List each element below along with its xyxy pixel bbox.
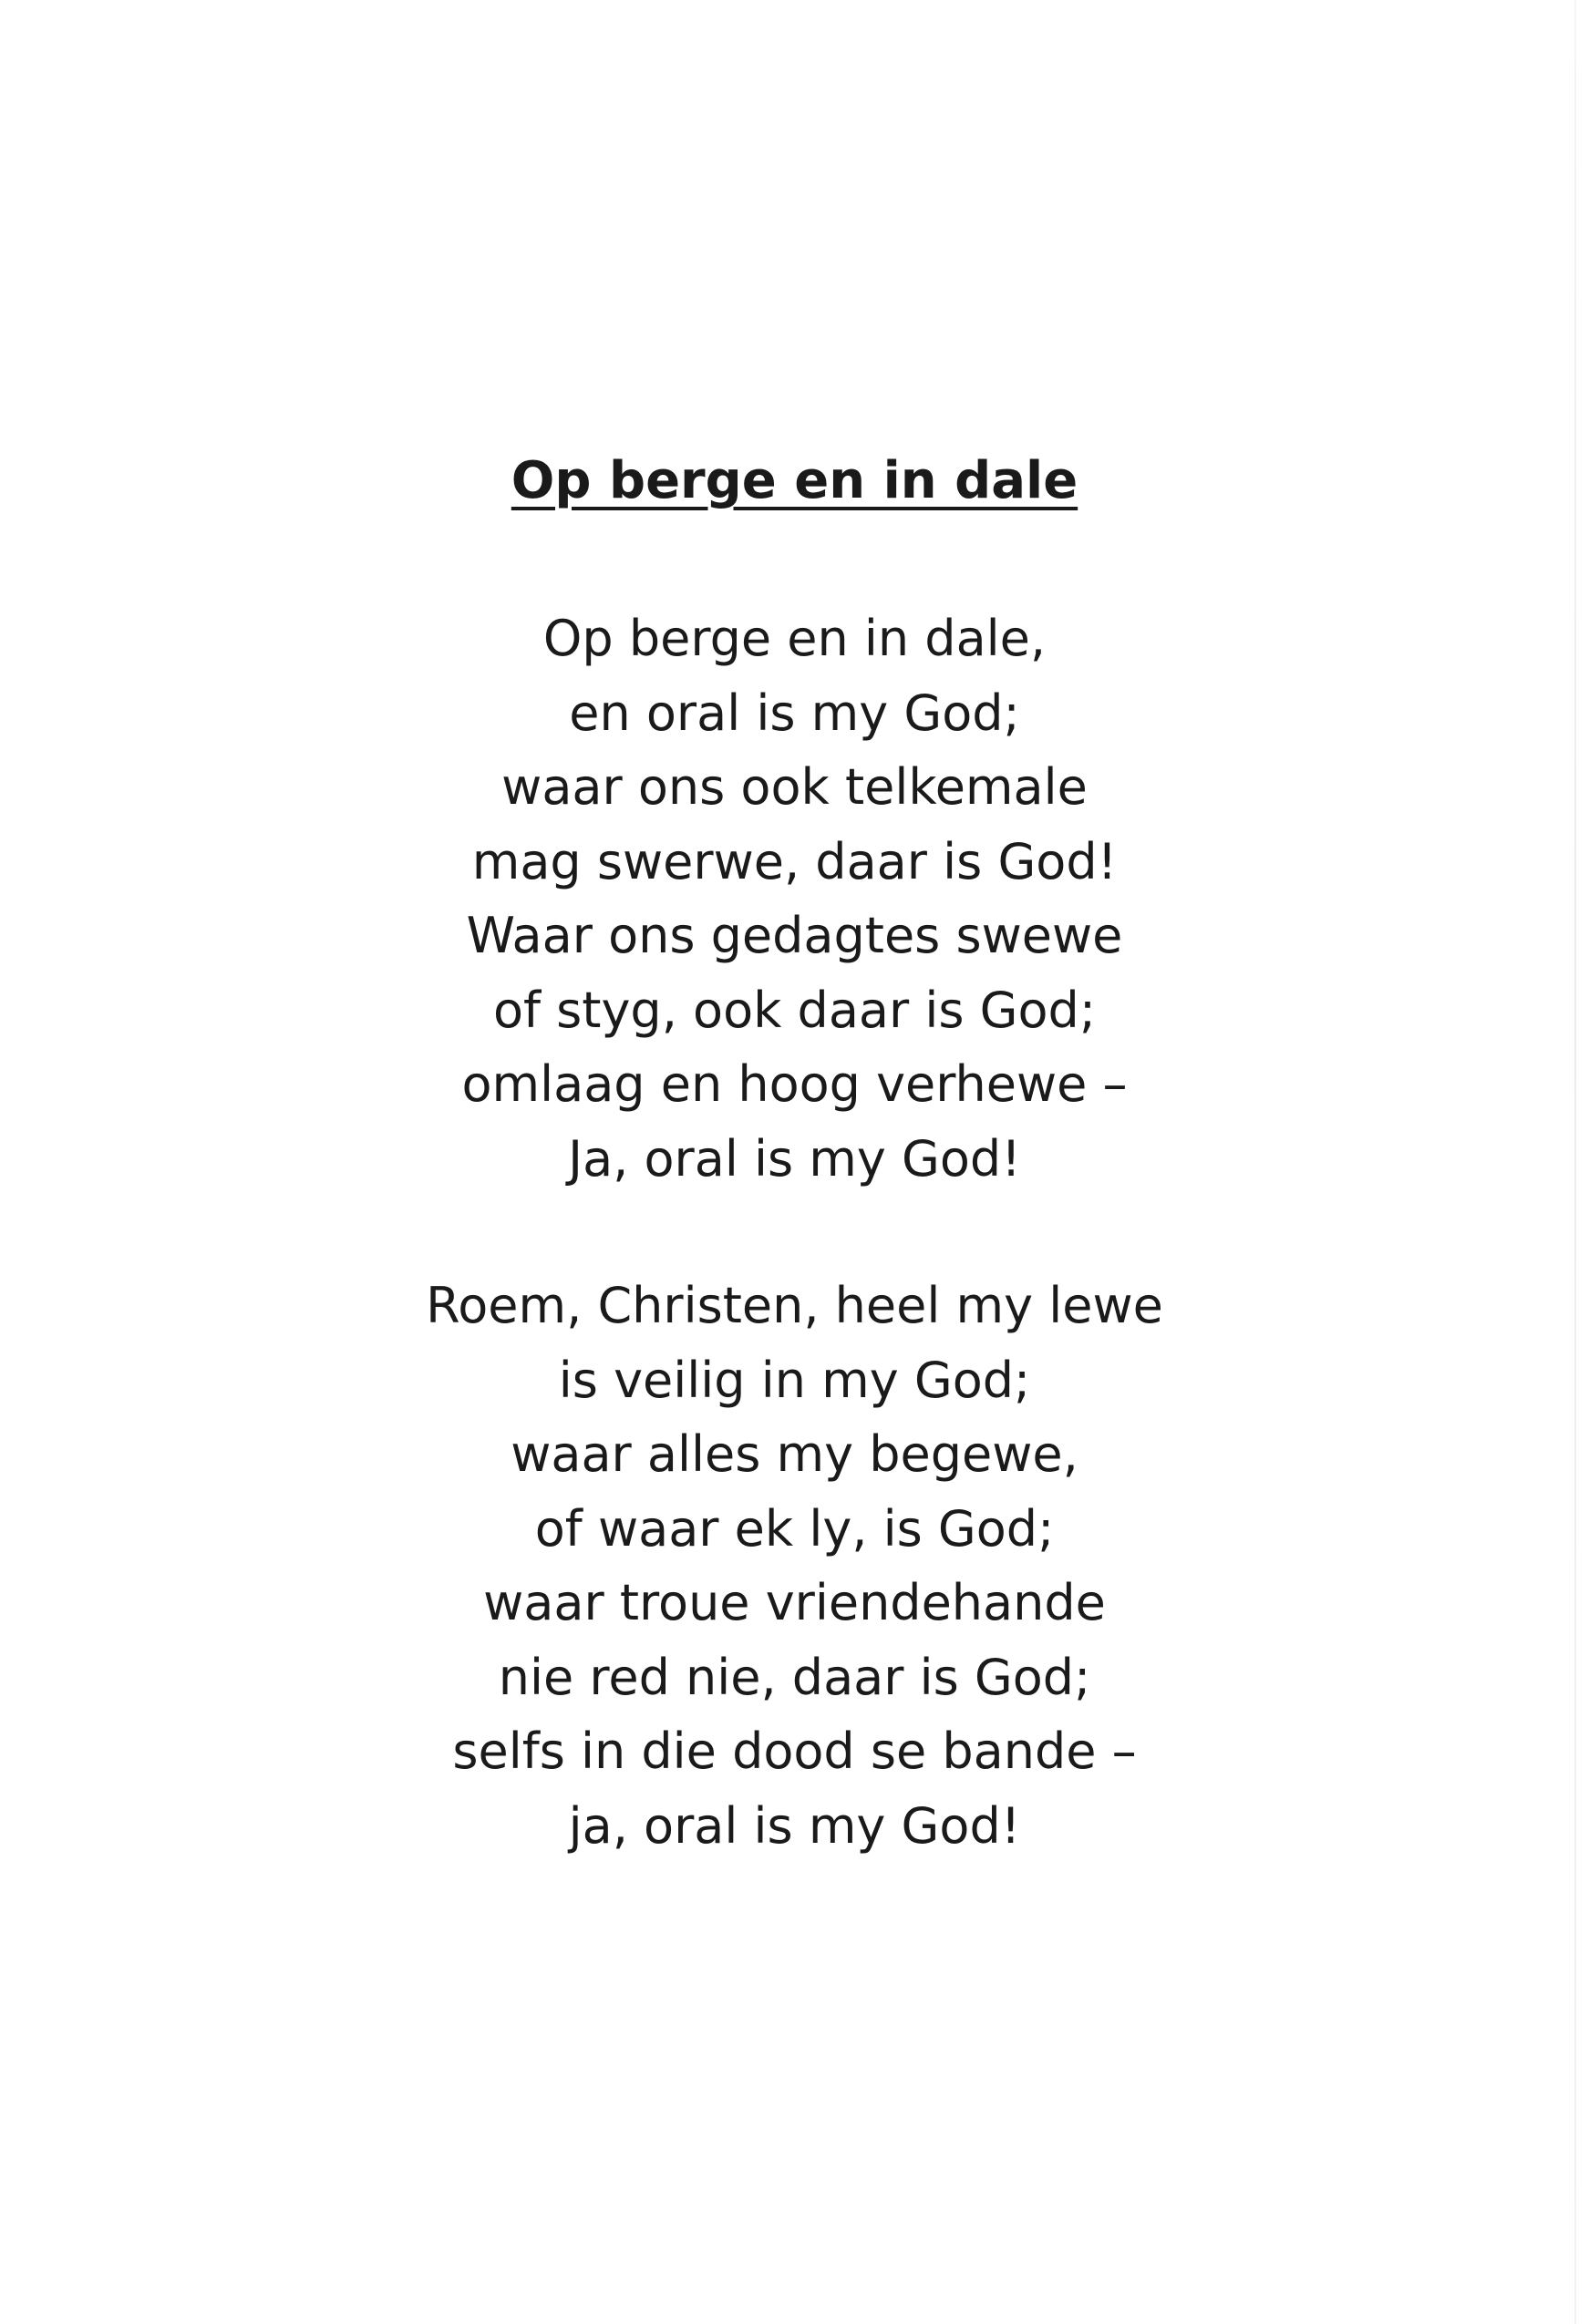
stanza-line: ja, oral is my God! — [568, 1796, 1021, 1855]
poem-title — [0, 445, 1589, 518]
stanza-line: Ja, oral is my God! — [568, 1129, 1021, 1188]
stanza-line: nie red nie, daar is God; — [498, 1648, 1091, 1706]
stanza-line: Op berge en in dale, — [542, 610, 1047, 667]
stanza-2 — [0, 1269, 1589, 1863]
stanza-line: Waar ons gedagtes swewe — [466, 907, 1123, 964]
stanza-line: is veilig in my God; — [558, 1351, 1031, 1409]
stanza-line: waar ons ook telkemale — [501, 758, 1088, 816]
poem-title-text: Op berge en in dale — [511, 451, 1078, 510]
stanza-line: omlaag en hoog verhewe – — [461, 1055, 1128, 1113]
stanza-line: selfs in die dood se bande – — [452, 1722, 1137, 1780]
stanza-line: waar alles my begewe, — [511, 1425, 1078, 1483]
stanza-line: waar troue vriendehande — [483, 1574, 1106, 1631]
stanza-line: of waar ek ly, is God; — [534, 1499, 1055, 1558]
stanza-line: mag swerwe, daar is God! — [471, 832, 1118, 890]
stanza-line: en oral is my God; — [569, 684, 1020, 742]
stanza-1 — [0, 602, 1589, 1196]
stanza-line: of styg, ook daar is God; — [492, 981, 1097, 1039]
stanza-line: Roem, Christen, heel my lewe — [426, 1277, 1163, 1334]
